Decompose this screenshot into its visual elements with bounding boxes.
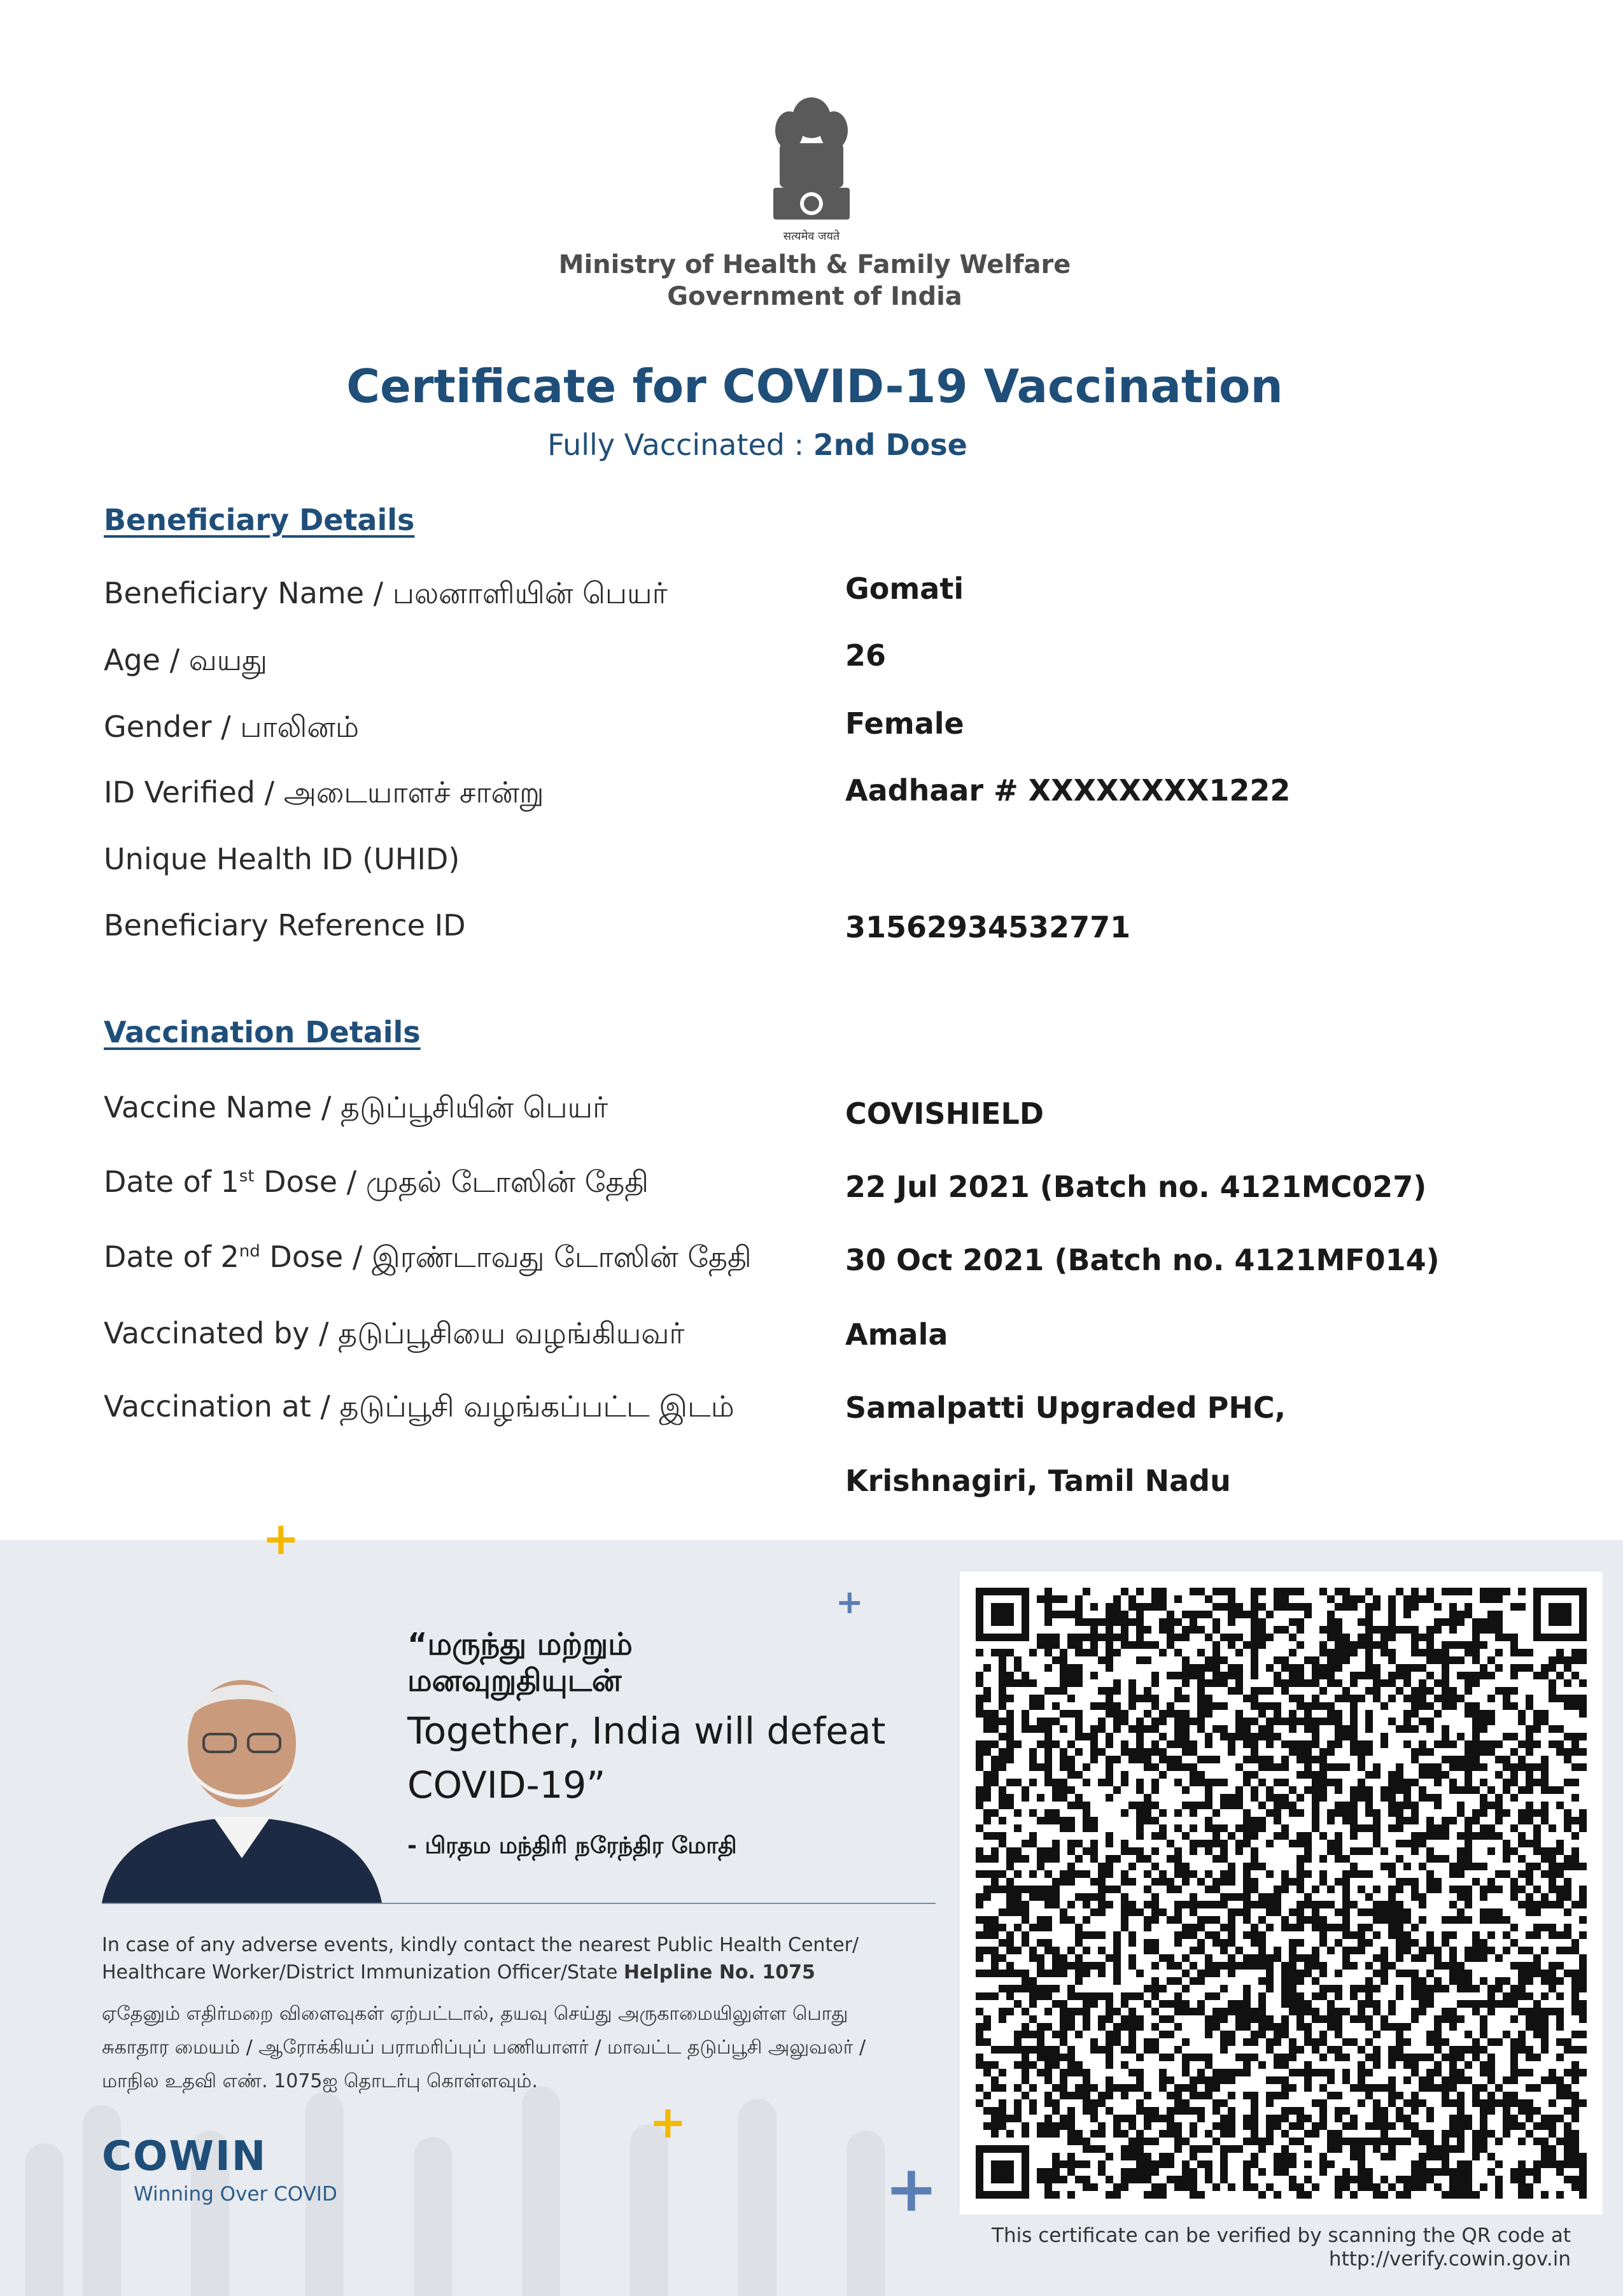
vaccinated-at-label: Vaccination at / தடுப்பூசி வழங்கப்பட்ட இடம் xyxy=(104,1389,734,1424)
qr-finder-pattern xyxy=(991,1603,1014,1626)
vaccinated-at-value-line2: Krishnagiri, Tamil Nadu xyxy=(845,1464,1231,1498)
beneficiary-name-label: Beneficiary Name / பலனாளியின் பெயர் xyxy=(104,576,668,610)
crowd-silhouette xyxy=(522,2086,560,2296)
subtitle-prefix: Fully Vaccinated : xyxy=(547,428,813,462)
adverse-events-ta-line1: ஏதேனும் எதிர்மறை விளைவுகள் ஏற்பட்டால், தயவு செய்து அருகாமையிலுள்ள பொது xyxy=(102,2003,848,2025)
verification-note-line1: This certificate can be verified by scanning the QR code at xyxy=(992,2224,1571,2247)
qr-code-panel xyxy=(960,1572,1603,2215)
dose-status: 2nd Dose xyxy=(813,428,967,462)
cowin-tagline: Winning Over COVID xyxy=(134,2183,337,2206)
vaccine-name-label: Vaccine Name / தடுப்பூசியின் பெயர் xyxy=(104,1090,608,1124)
dose2-date-value: 30 Oct 2021 (Batch no. 4121MF014) xyxy=(845,1243,1440,1277)
crowd-silhouette xyxy=(25,2143,64,2296)
beneficiary-reference-id-label: Beneficiary Reference ID xyxy=(104,908,466,942)
dose2-label-sup: nd xyxy=(239,1242,260,1261)
government-name: Government of India xyxy=(667,282,962,311)
plus-icon: + xyxy=(885,2152,938,2226)
footer-divider xyxy=(102,1903,936,1904)
crowd-silhouette xyxy=(738,2099,776,2296)
quote-tamil-line2: மனவுறுதியுடன் xyxy=(407,1663,622,1698)
uhid-label: Unique Health ID (UHID) xyxy=(104,842,460,876)
dose1-label-post: Dose / முதல் டோஸின் தேதி xyxy=(254,1165,649,1199)
certificate-title: Certificate for COVID-19 Vaccination xyxy=(346,360,1283,413)
national-emblem-icon xyxy=(767,92,856,245)
quote-english-line2: COVID-19” xyxy=(407,1763,606,1807)
vaccine-name-value: COVISHIELD xyxy=(845,1096,1044,1131)
crowd-silhouette xyxy=(630,2124,668,2296)
gender-label: Gender / பாலினம் xyxy=(104,710,359,744)
helpline-number: Helpline No. 1075 xyxy=(623,1961,815,1984)
vaccinated-by-value: Amala xyxy=(845,1317,948,1352)
adverse-events-en-text: Healthcare Worker/District Immunization Officer/State xyxy=(102,1961,624,1984)
certificate-subtitle xyxy=(0,428,1515,462)
qr-code-icon xyxy=(976,1588,1587,2199)
vaccinated-at-value-line1: Samalpatti Upgraded PHC, xyxy=(845,1390,1286,1425)
ministry-name: Ministry of Health & Family Welfare xyxy=(558,250,1071,279)
plus-icon: + xyxy=(649,2096,687,2148)
adverse-events-en-line2 xyxy=(102,1959,815,1986)
dose1-label-pre: Date of 1 xyxy=(104,1165,239,1199)
dose1-date-label xyxy=(104,1165,649,1203)
adverse-events-en-line1: In case of any adverse events, kindly contact the nearest Public Health Center/ xyxy=(102,1934,859,1956)
verification-note xyxy=(934,2224,1571,2271)
crowd-silhouette xyxy=(847,2131,885,2296)
plus-icon: + xyxy=(262,1513,300,1565)
beneficiary-reference-id-value: 31562934532771 xyxy=(845,910,1131,944)
vaccinated-by-label: Vaccinated by / தடுப்பூசியை வழங்கியவர் xyxy=(104,1316,685,1350)
dose1-date-value: 22 Jul 2021 (Batch no. 4121MC027) xyxy=(845,1170,1427,1204)
plus-icon: + xyxy=(836,1583,864,1621)
prime-minister-photo xyxy=(102,1648,382,1903)
verification-url[interactable]: http://verify.cowin.gov.in xyxy=(1328,2248,1571,2271)
quote-tamil-line1: “மருந்து மற்றும் xyxy=(407,1627,633,1662)
svg-text:सत्यमेव जयते: सत्यमेव जयते xyxy=(783,230,840,243)
age-label: Age / வயது xyxy=(104,643,268,677)
quote-english-line1: Together, India will defeat xyxy=(407,1709,886,1753)
id-verified-label: ID Verified / அடையாளச் சான்று xyxy=(104,775,544,809)
age-value: 26 xyxy=(845,638,887,673)
beneficiary-details-heading: Beneficiary Details xyxy=(104,503,415,537)
dose2-label-pre: Date of 2 xyxy=(104,1240,239,1274)
cowin-logo-icon: COWIN xyxy=(102,2133,267,2180)
dose2-label-post: Dose / இரண்டாவது டோஸின் தேதி xyxy=(260,1240,752,1274)
crowd-silhouette xyxy=(414,2137,452,2296)
vaccination-details-heading: Vaccination Details xyxy=(104,1015,421,1049)
beneficiary-name-value: Gomati xyxy=(845,571,964,606)
id-verified-value: Aadhaar # XXXXXXXX1222 xyxy=(845,773,1291,808)
quote-attribution: - பிரதம மந்திரி நரேந்திர மோதி xyxy=(407,1833,737,1859)
adverse-events-ta-line2: சுகாதார மையம் / ஆரோக்கியப் பராமரிப்புப் பணியாளர் / மாவட்ட தடுப்பூசி அலுவலர் / xyxy=(102,2036,866,2059)
adverse-events-ta-line3: மாநில உதவி எண். 1075ஐ தொடர்பு கொள்ளவும். xyxy=(102,2070,538,2092)
dose2-date-label xyxy=(104,1240,752,1278)
qr-finder-pattern xyxy=(991,2160,1014,2183)
dose1-label-sup: st xyxy=(239,1166,255,1186)
qr-finder-pattern xyxy=(1549,1603,1571,1626)
gender-value: Female xyxy=(845,706,964,741)
